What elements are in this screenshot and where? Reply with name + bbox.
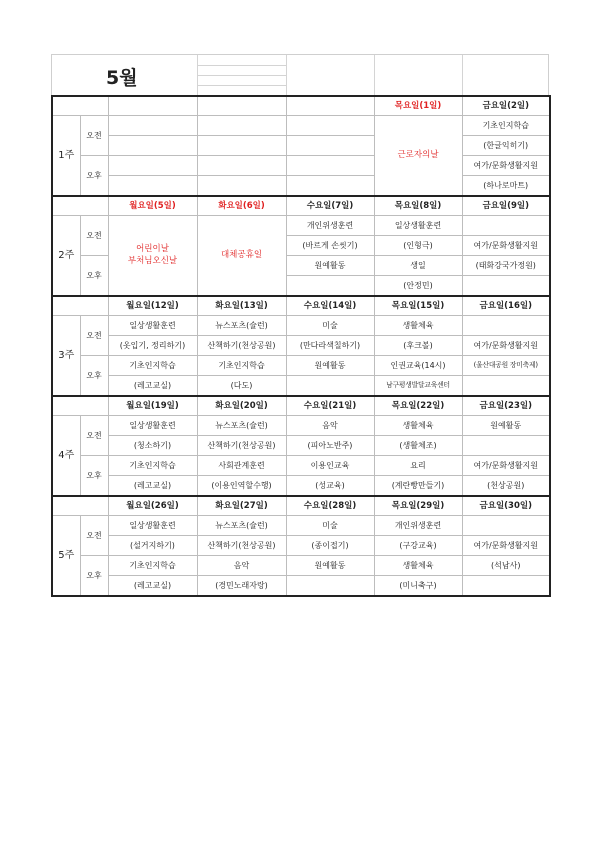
activity-cell: 원예활동	[286, 356, 374, 376]
day-header: 월요일(19일)	[108, 396, 197, 416]
schedule-row	[52, 356, 550, 376]
activity-cell	[462, 376, 550, 397]
period-label-pm: 오후	[80, 456, 108, 497]
activity-cell: 요리	[374, 456, 462, 476]
activity-cell: (바르게 손씻기)	[286, 236, 374, 256]
activity-cell: 이용인교육	[286, 456, 374, 476]
activity-cell: 사회관계훈련	[197, 456, 286, 476]
divider	[197, 65, 286, 66]
activity-cell: 인권교육(14시)	[374, 356, 462, 376]
activity-cell: 여가/문화생활지원	[462, 336, 550, 356]
activity-cell: 개인위생훈련	[374, 516, 462, 536]
activity-cell: 남구평생발달교육센터	[374, 376, 462, 397]
activity-cell: 산책하기(천상공원)	[197, 336, 286, 356]
period-label-pm: 오후	[80, 556, 108, 597]
activity-cell: 산책하기(천상공원)	[197, 536, 286, 556]
day-header: 목요일(22일)	[374, 396, 462, 416]
day-header: 월요일(26일)	[108, 496, 197, 516]
activity-cell: 기초인지학습	[108, 456, 197, 476]
activity-cell: 원예활동	[462, 416, 550, 436]
schedule-row	[52, 176, 550, 197]
activity-cell: 생활체육	[374, 556, 462, 576]
schedule-row	[52, 376, 550, 397]
divider	[197, 85, 286, 86]
activity-cell: 기초인지학습	[108, 556, 197, 576]
activity-cell	[462, 316, 550, 336]
activity-cell: 미술	[286, 516, 374, 536]
activity-cell: (하나로마트)	[462, 176, 550, 197]
day-header	[197, 96, 286, 116]
activity-cell: (안정민)	[374, 276, 462, 297]
day-header: 목요일(29일)	[374, 496, 462, 516]
activity-cell: 여가/문화생활지원	[462, 456, 550, 476]
activity-cell: 기초인지학습	[108, 356, 197, 376]
activity-cell: 미술	[286, 316, 374, 336]
day-header	[108, 96, 197, 116]
activity-cell	[286, 376, 374, 397]
activity-cell: (레고교실)	[108, 376, 197, 397]
day-header: 월요일(12일)	[108, 296, 197, 316]
activity-cell: (종이접기)	[286, 536, 374, 556]
activity-cell: (옷입기, 정리하기)	[108, 336, 197, 356]
day-header: 수요일(21일)	[286, 396, 374, 416]
activity-cell: 여가/문화생활지원	[462, 236, 550, 256]
schedule-row	[52, 416, 550, 436]
activity-cell: (계란빵만들기)	[374, 476, 462, 497]
activity-cell: 뉴스포츠(슐런)	[197, 516, 286, 536]
day-header: 목요일(8일)	[374, 196, 462, 216]
activity-cell: (후크볼)	[374, 336, 462, 356]
week-label: 4주	[52, 416, 80, 497]
schedule-row	[52, 556, 550, 576]
day-header: 수요일(28일)	[286, 496, 374, 516]
activity-cell: 음악	[197, 556, 286, 576]
weekly-schedule-table	[51, 95, 551, 597]
divider	[374, 55, 375, 95]
activity-cell: (청소하기)	[108, 436, 197, 456]
activity-cell: 생활체육	[374, 416, 462, 436]
schedule-document	[51, 54, 549, 597]
activity-cell: 개인위생훈련	[286, 216, 374, 236]
holiday-cell: 근로자의날	[374, 116, 462, 197]
activity-cell: 음악	[286, 416, 374, 436]
activity-cell: 여가/문화생활지원	[462, 156, 550, 176]
day-header: 금요일(16일)	[462, 296, 550, 316]
activity-cell	[462, 576, 550, 597]
period-label-pm: 오후	[80, 356, 108, 397]
schedule-row	[52, 336, 550, 356]
divider	[462, 55, 463, 95]
activity-cell: 일상생활훈련	[374, 216, 462, 236]
activity-cell: (피아노반주)	[286, 436, 374, 456]
schedule-row	[52, 116, 550, 136]
title-header	[51, 54, 549, 95]
activity-cell: (석남사)	[462, 556, 550, 576]
schedule-row	[52, 576, 550, 597]
activity-cell: 생일	[374, 256, 462, 276]
activity-cell: (경민노래자랑)	[197, 576, 286, 597]
activity-cell: 여가/문화생활지원	[462, 536, 550, 556]
day-header: 금요일(9일)	[462, 196, 550, 216]
day-header: 수요일(14일)	[286, 296, 374, 316]
activity-cell: (구강교육)	[374, 536, 462, 556]
month-title: 5월	[106, 67, 138, 89]
activity-cell: (천상공원)	[462, 476, 550, 497]
activity-cell: (레고교실)	[108, 476, 197, 497]
holiday-name: 어린이날	[136, 244, 169, 255]
schedule-row	[52, 216, 550, 236]
day-header: 금요일(2일)	[462, 96, 550, 116]
activity-cell	[462, 436, 550, 456]
schedule-row	[52, 476, 550, 497]
activity-cell: (만다라색칠하기)	[286, 336, 374, 356]
holiday-cell	[108, 216, 197, 297]
activity-cell: (인형극)	[374, 236, 462, 256]
activity-cell: (성교육)	[286, 476, 374, 497]
divider	[197, 75, 286, 76]
activity-cell	[462, 276, 550, 297]
activity-cell: 일상생활훈련	[108, 316, 197, 336]
period-label-am: 오전	[80, 316, 108, 356]
activity-cell: (울산대공원 장미축제)	[462, 356, 550, 376]
period-label-am: 오전	[80, 216, 108, 256]
activity-cell: (생활체조)	[374, 436, 462, 456]
schedule-row	[52, 156, 550, 176]
activity-cell: 생활체육	[374, 316, 462, 336]
activity-cell: (이용인역할수행)	[197, 476, 286, 497]
day-header: 수요일(7일)	[286, 196, 374, 216]
period-label-am: 오전	[80, 416, 108, 456]
activity-cell	[462, 516, 550, 536]
week-label: 2주	[52, 216, 80, 297]
date-row	[52, 296, 550, 316]
activity-cell: 뉴스포츠(슐런)	[197, 316, 286, 336]
activity-cell: (미니축구)	[374, 576, 462, 597]
period-label-pm: 오후	[80, 256, 108, 297]
holiday-name: 부처님오신날	[127, 255, 178, 266]
day-header: 화요일(20일)	[197, 396, 286, 416]
activity-cell: 기초인지학습	[197, 356, 286, 376]
activity-cell: 원예활동	[286, 556, 374, 576]
day-header: 목요일(1일)	[374, 96, 462, 116]
schedule-row	[52, 436, 550, 456]
schedule-row	[52, 456, 550, 476]
day-header: 화요일(13일)	[197, 296, 286, 316]
day-header: 목요일(15일)	[374, 296, 462, 316]
day-header: 금요일(23일)	[462, 396, 550, 416]
schedule-row	[52, 136, 550, 156]
date-row	[52, 96, 550, 116]
schedule-row	[52, 536, 550, 556]
holiday-cell: 대체공휴일	[197, 216, 286, 297]
divider	[286, 55, 287, 95]
activity-cell: (태화강국가정원)	[462, 256, 550, 276]
day-header: 월요일(5일)	[108, 196, 197, 216]
schedule-row	[52, 516, 550, 536]
activity-cell: 원예활동	[286, 256, 374, 276]
day-header: 화요일(27일)	[197, 496, 286, 516]
activity-cell: (한글익히기)	[462, 136, 550, 156]
day-header: 화요일(6일)	[197, 196, 286, 216]
activity-cell: 뉴스포츠(슐런)	[197, 416, 286, 436]
activity-cell: 일상생활훈련	[108, 416, 197, 436]
activity-cell: 기초인지학습	[462, 116, 550, 136]
period-label-am: 오전	[80, 516, 108, 556]
week-label: 1주	[52, 116, 80, 197]
activity-cell: (다도)	[197, 376, 286, 397]
schedule-row	[52, 316, 550, 336]
activity-cell	[462, 216, 550, 236]
activity-cell	[286, 276, 374, 297]
date-row	[52, 196, 550, 216]
activity-cell: (레고교실)	[108, 576, 197, 597]
day-header: 금요일(30일)	[462, 496, 550, 516]
activity-cell: 산책하기(천상공원)	[197, 436, 286, 456]
date-row	[52, 496, 550, 516]
activity-cell: (설거지하기)	[108, 536, 197, 556]
period-label-pm: 오후	[80, 156, 108, 197]
week-label: 5주	[52, 516, 80, 597]
activity-cell: 일상생활훈련	[108, 516, 197, 536]
activity-cell	[286, 576, 374, 597]
date-row	[52, 396, 550, 416]
week-label: 3주	[52, 316, 80, 397]
day-header	[286, 96, 374, 116]
period-label-am: 오전	[80, 116, 108, 156]
